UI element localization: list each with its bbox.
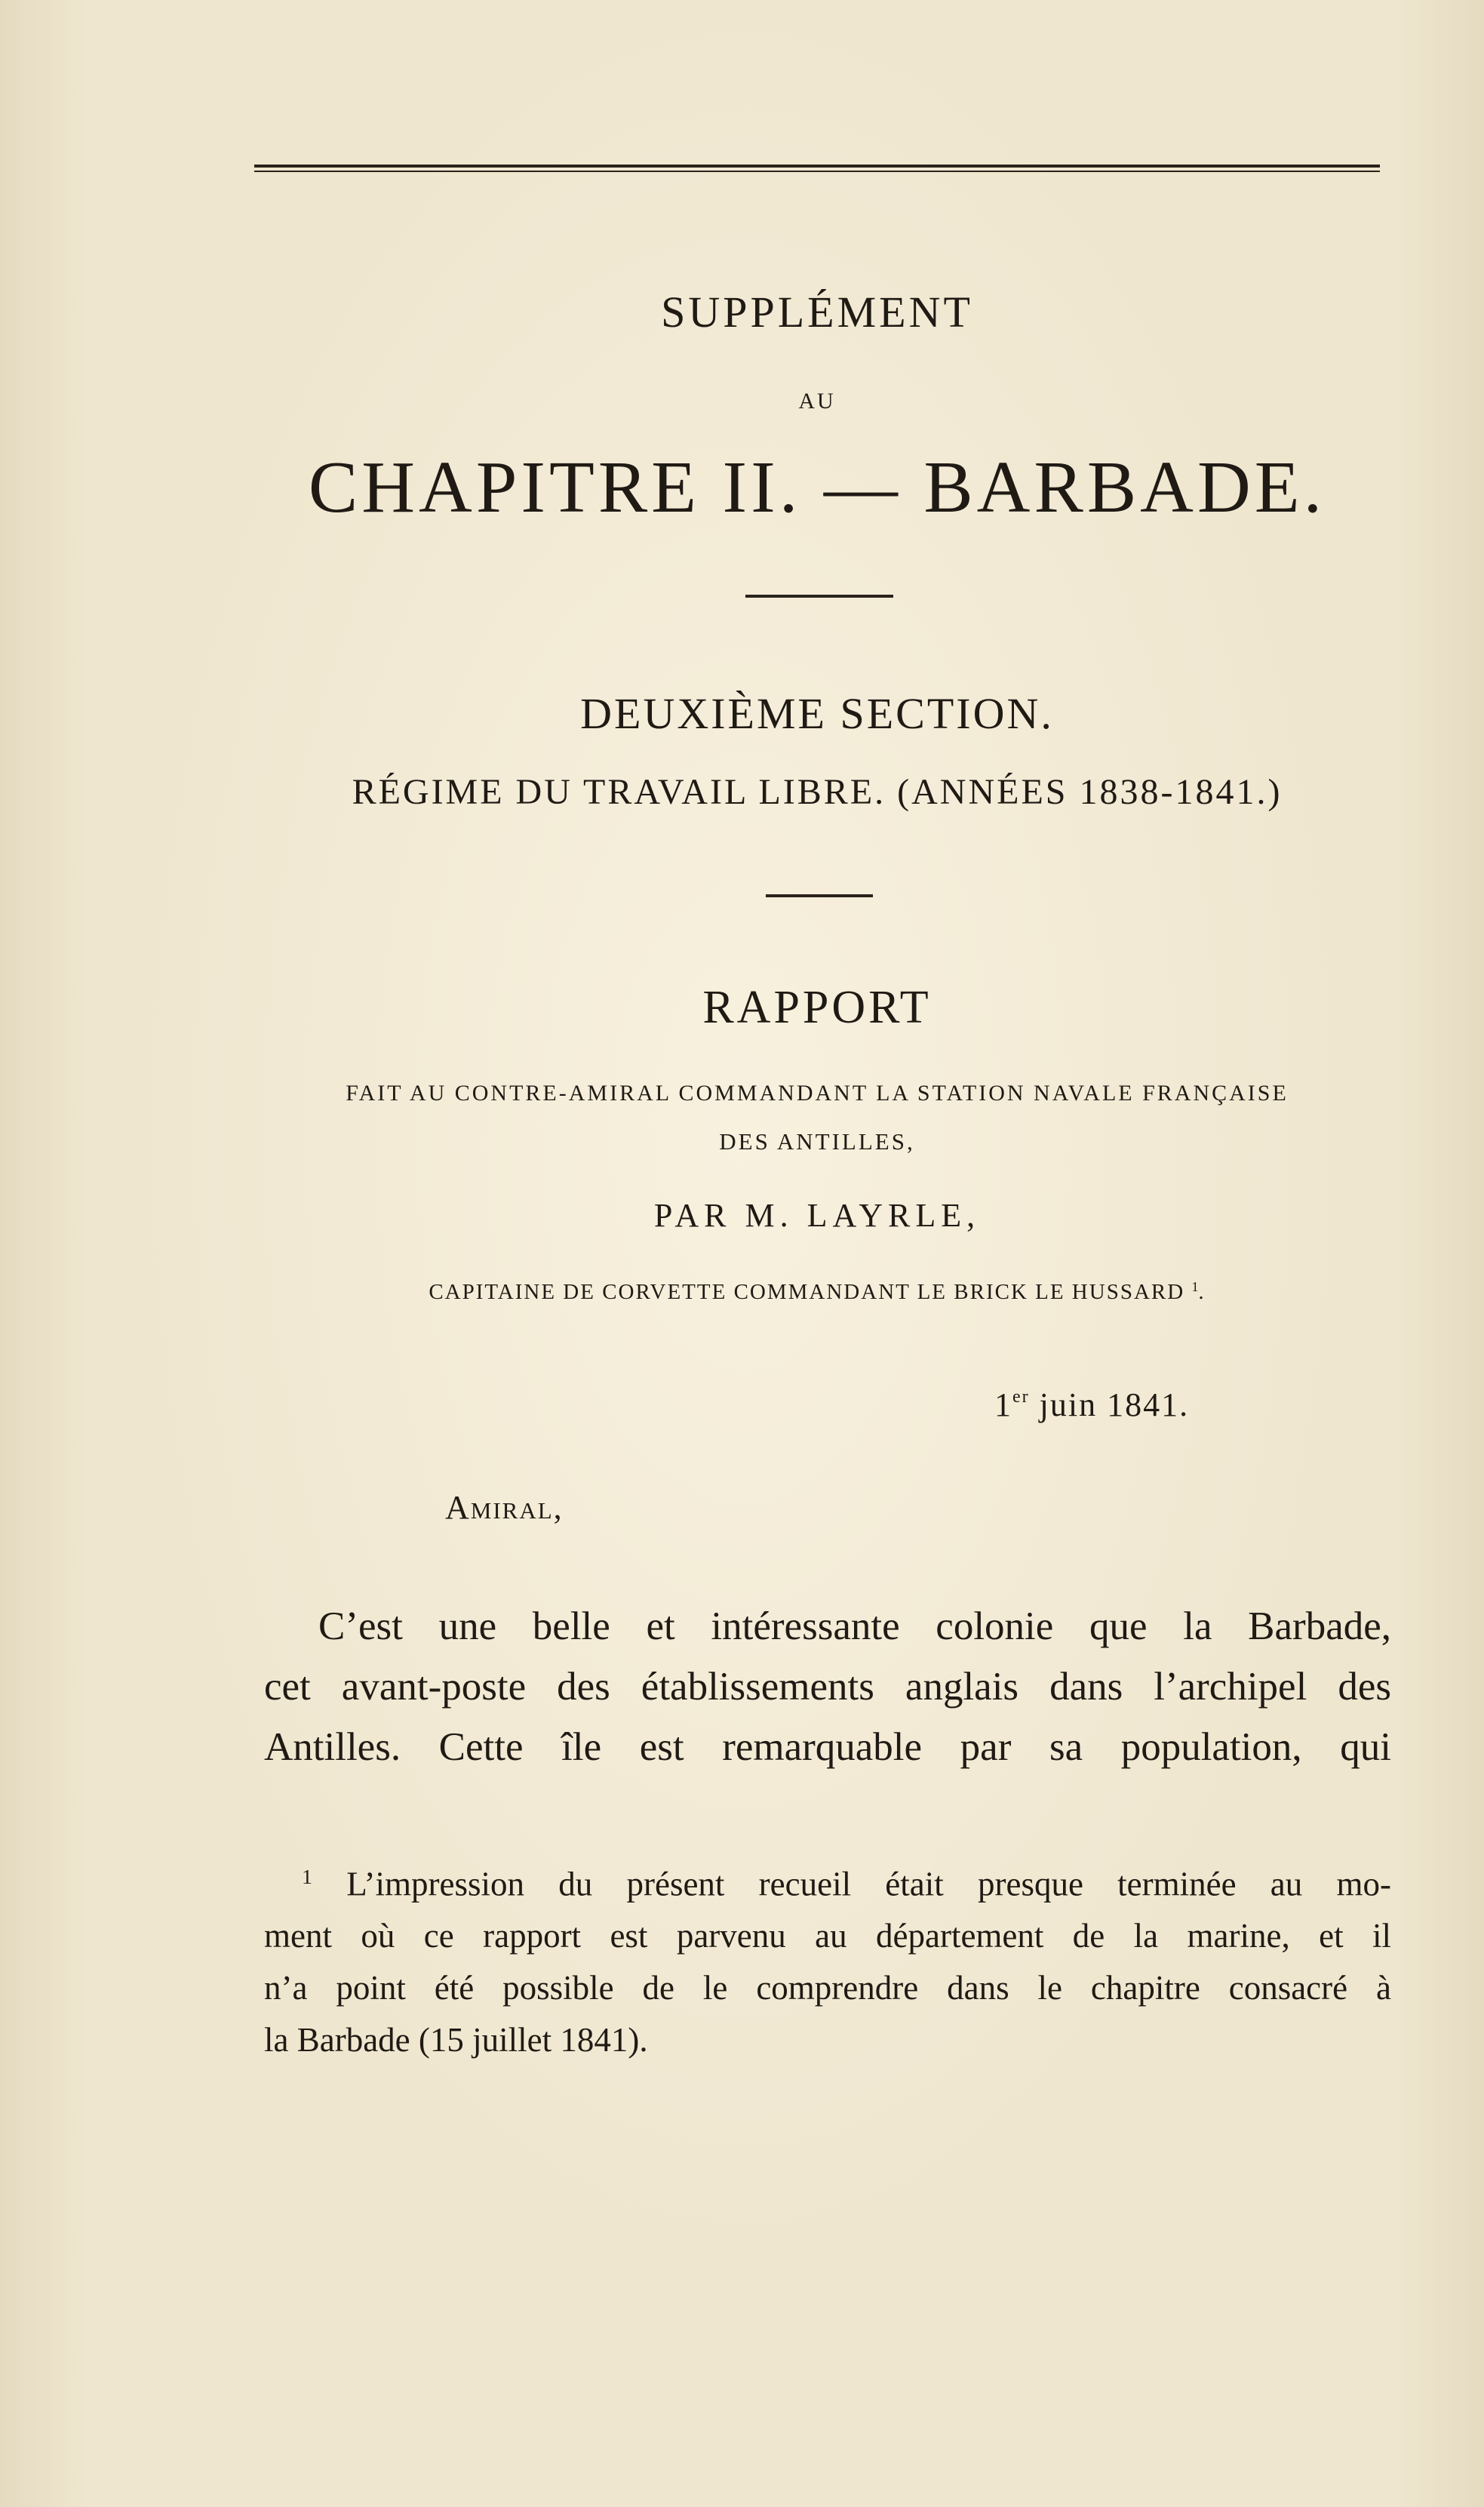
footnote-reference: 1: [1191, 1279, 1199, 1294]
section-title: DEUXIÈME SECTION.: [580, 689, 1054, 738]
au-heading: AU: [798, 389, 836, 414]
date-day: 1: [994, 1386, 1012, 1423]
footnote-line-text: L’impression du présent recueil était presque terminée au mo-: [346, 1865, 1391, 1903]
letter-salutation: Amiral,: [445, 1489, 564, 1526]
footnote-line: ment où ce rapport est parvenu au département de la marine, et il: [264, 1917, 1391, 1955]
footnote-line: la Barbade (15 juillet 1841).: [264, 2021, 648, 2059]
date-rest: juin 1841.: [1039, 1386, 1190, 1423]
report-addressee-line1: FAIT AU CONTRE-AMIRAL COMMANDANT LA STATION NAVALE FRANÇAISE: [346, 1081, 1289, 1106]
footnote: [264, 1851, 1391, 2066]
header-rule-thin: [254, 171, 1380, 172]
footnote-line: [264, 1851, 1391, 1910]
report-author-title: [254, 1279, 1380, 1305]
body-line: Antilles. Cette île est remarquable par sa population, qui: [264, 1725, 1391, 1769]
chapter-title: CHAPITRE II. — BARBADE.: [308, 447, 1326, 528]
divider-rule: [745, 595, 893, 598]
header-double-rule: [254, 165, 1380, 174]
divider-rule: [766, 894, 873, 897]
footnote-mark: 1: [302, 1866, 312, 1889]
section-subtitle: RÉGIME DU TRAVAIL LIBRE. (ANNÉES 1838-1841.): [352, 772, 1283, 812]
body-line: cet avant-poste des établissements anglais dans l’archipel des: [264, 1665, 1391, 1709]
author-title-text: CAPITAINE DE CORVETTE COMMANDANT LE BRICK LE HUSSARD: [429, 1279, 1185, 1304]
supplement-heading: SUPPLÉMENT: [661, 288, 973, 337]
letter-date: [994, 1386, 1189, 1424]
author-title-end: .: [1198, 1279, 1206, 1304]
footnote-line: n’a point été possible de le comprendre dans le chapitre consacré à: [264, 1969, 1391, 2007]
body-paragraph: [264, 1596, 1391, 1777]
body-line: C’est une belle et intéressante colonie que la Barbade,: [318, 1604, 1391, 1648]
report-addressee-line2: DES ANTILLES,: [719, 1128, 915, 1155]
report-title: RAPPORT: [702, 982, 932, 1033]
report-author: PAR M. LAYRLE,: [653, 1197, 981, 1234]
date-ordinal: er: [1012, 1387, 1030, 1407]
header-rule-thick: [254, 165, 1380, 168]
